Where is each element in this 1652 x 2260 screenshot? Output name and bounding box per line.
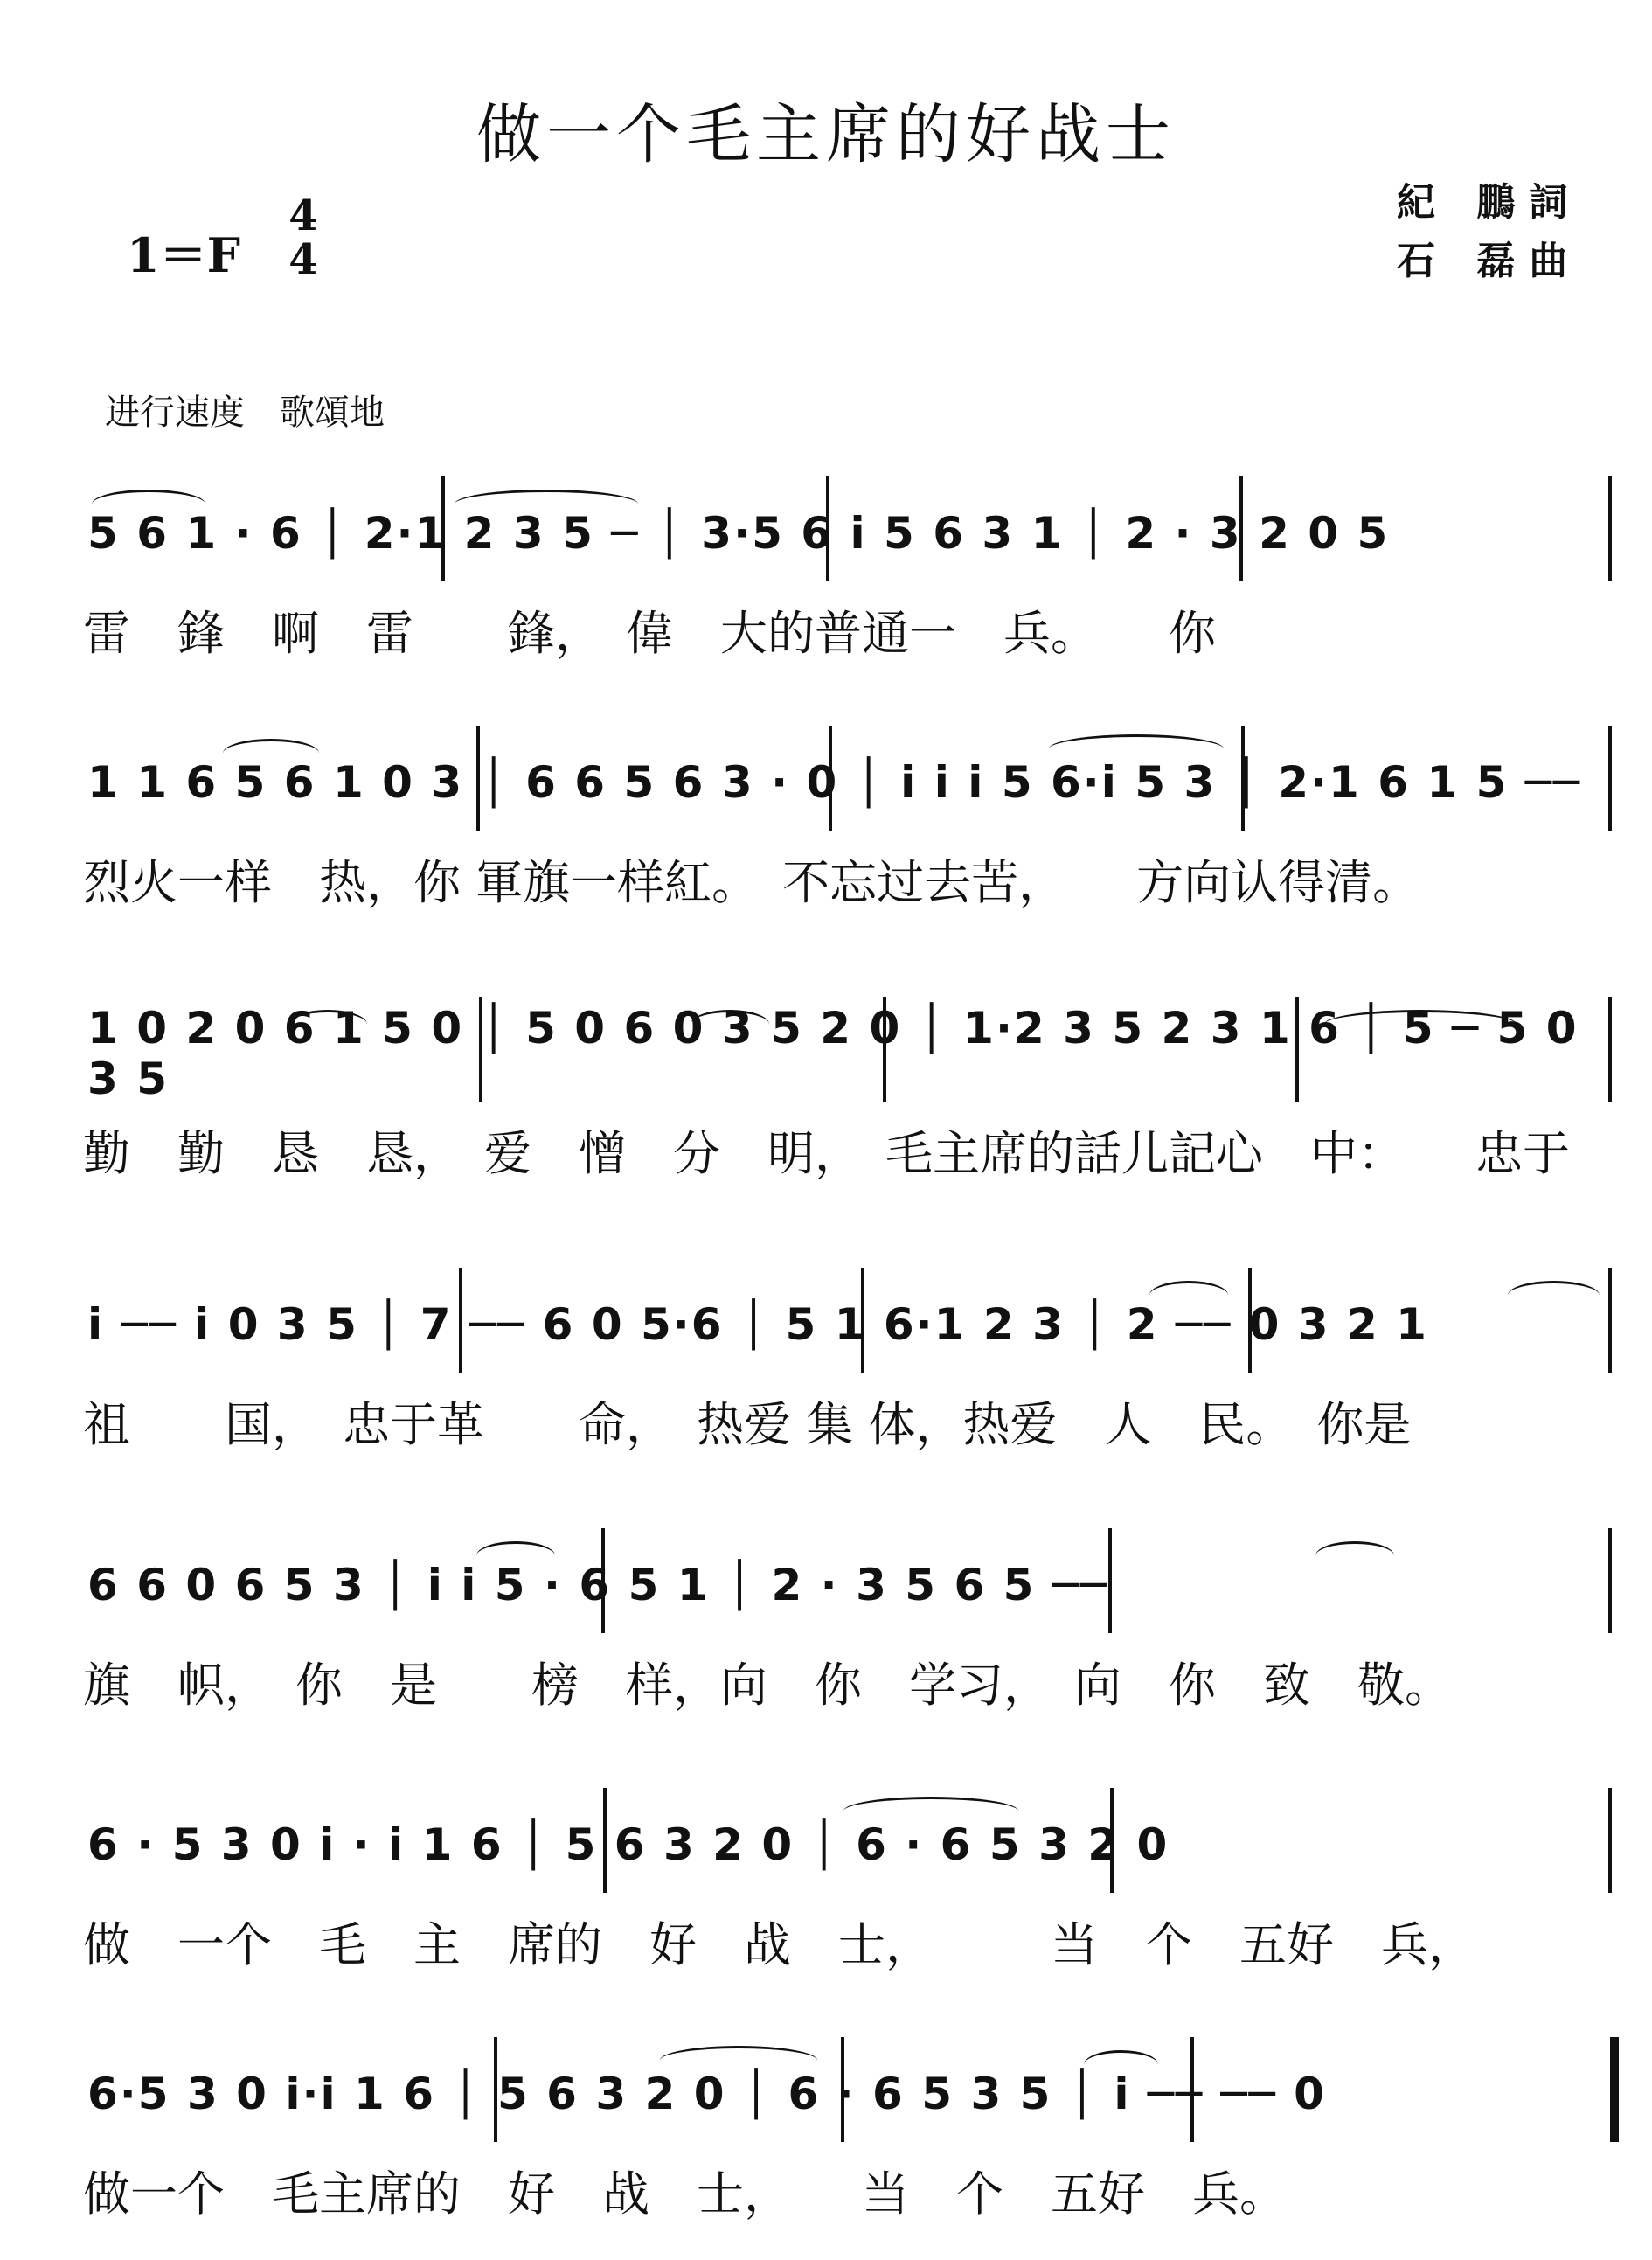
- composer-credit: 石 磊曲: [1397, 239, 1582, 283]
- song-title: 做一个毛主席的好战士: [476, 97, 1176, 172]
- lyric-line: 做 一个 毛 主 席的 好 战 士， 当 个 五好 兵，: [83, 1916, 1475, 1972]
- lyric-line: 烈火一样 热，你 軍旗一样紅。 不忘过去苦， 方向认得清。: [83, 854, 1420, 910]
- final-double-barline: [1610, 2037, 1619, 2142]
- barline: [1608, 476, 1612, 581]
- barline: [1608, 1268, 1612, 1373]
- time-signature-top: 4: [288, 191, 318, 240]
- key-signature: 1＝F: [127, 227, 240, 283]
- score-row-3: [0, 997, 1652, 1198]
- lyric-line: 做一个 毛主席的 好 战 士， 当 个 五好 兵。: [83, 2166, 1287, 2222]
- barline: [1608, 1528, 1612, 1633]
- notation-line: 6·5 3 0 i·i 1 6 │ 5 6 3 2 0 │ 6 · 6 5 3 5 │ i ── ── 0: [87, 2069, 1326, 2119]
- time-signature-bottom: 4: [288, 235, 318, 284]
- score-row-4: [0, 1268, 1652, 1469]
- lyricist-credit: 紀 鵬詞: [1397, 180, 1582, 225]
- notation-line: i ── i 0 3 5 │ 7 ── 6 0 5·6 │ 5 1 6·1 2 3 │ 2 ── 0 3 2 1: [87, 1299, 1428, 1350]
- score-row-2: [0, 726, 1652, 927]
- score-row-5: [0, 1528, 1652, 1729]
- tempo-marking: 进行速度 歌頌地: [105, 393, 385, 433]
- score-row-7: [0, 2037, 1652, 2238]
- lyric-line: 雷 鋒 啊 雷 鋒， 偉 大的普通一 兵。 你: [83, 605, 1216, 661]
- notation-line: 6 · 5 3 0 i · i 1 6 │ 5 6 3 2 0 │ 6 · 6 5 3 2 0: [87, 1819, 1170, 1870]
- barline: [1608, 1788, 1612, 1893]
- lyric-line: 旗 帜， 你 是 榜 样，向 你 学习， 向 你 致 敬。: [83, 1657, 1452, 1713]
- barline: [1608, 997, 1612, 1102]
- notation-line: 6 6 0 6 5 3 │ i i 5 · 6 5 1 │ 2 · 3 5 6 5 ──: [87, 1560, 1109, 1610]
- score-row-6: [0, 1788, 1652, 1989]
- notation-line: 1 1 6 5 6 1 0 3 │ 6 6 5 6 3 · 0 │ i i i 5 6·i 5 3 │ 2·1 6 1 5 ──: [87, 757, 1582, 808]
- notation-line: 1 0 2 0 6 1 5 0 │ 5 0 6 0 3 5 2 0 │ 1·2 3 5 2 3 1 6 │ 5 ─ 5 0 3 5: [87, 1003, 1579, 1104]
- score-row-1: [0, 476, 1652, 678]
- notation-line: 5 6 1 · 6 │ 2·1 2 3 5 ─ │ 3·5 6 i 5 6 3 1 │ 2 · 3 2 0 5: [87, 508, 1390, 559]
- time-signature: [281, 191, 325, 284]
- barline: [1608, 726, 1612, 831]
- lyric-line: 祖 国， 忠于革 命， 热爱 集 体，热爱 人 民。 你是: [83, 1396, 1412, 1452]
- lyric-line: 勤 勤 恳 恳， 爱 憎 分 明， 毛主席的話儿記心 中： 忠于: [83, 1125, 1570, 1181]
